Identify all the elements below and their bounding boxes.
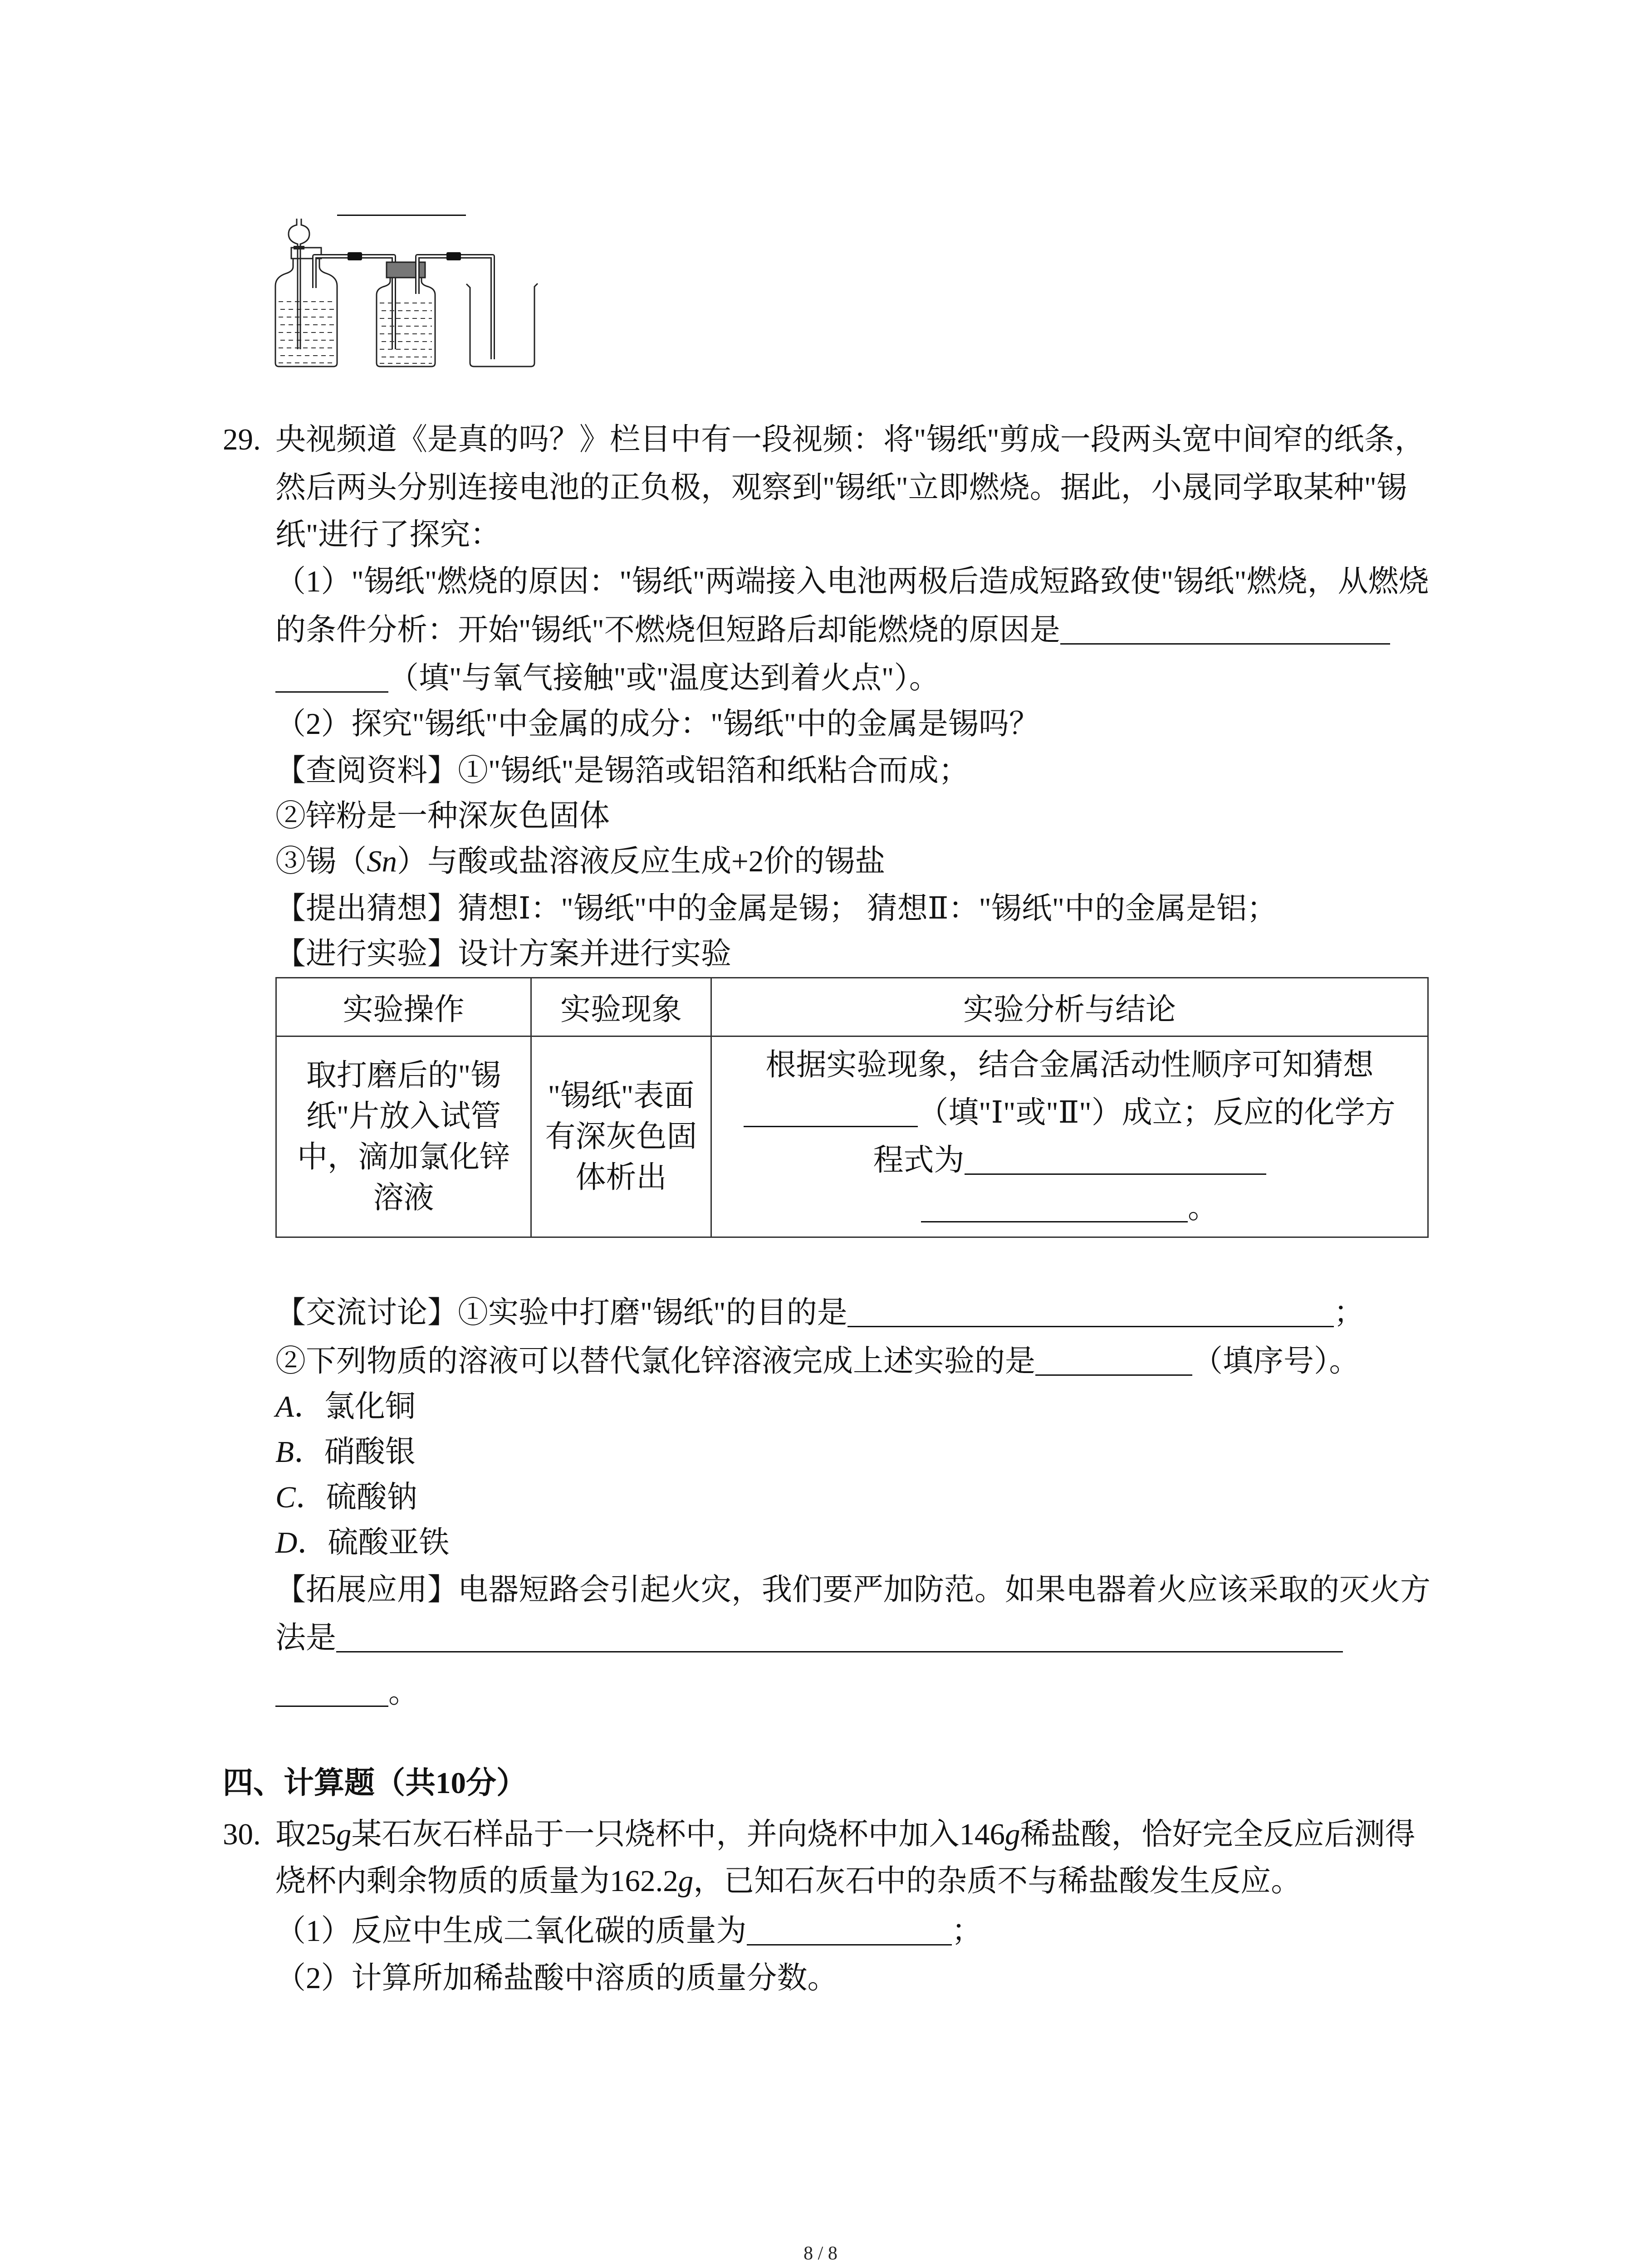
- discussion-text: ；: [1333, 1296, 1364, 1330]
- q30-stem-line-1: [275, 1812, 1416, 1857]
- cell-line: [873, 1137, 1266, 1184]
- q30-stem-line-2: [275, 1858, 1301, 1904]
- q29-application-line-2: [275, 1615, 1343, 1661]
- cell-line: [744, 1089, 1395, 1137]
- unit-g: g: [1005, 1818, 1020, 1851]
- q29-part1-text: 的条件分析：开始"锡纸"不燃烧但短路后却能燃烧的原因是: [275, 613, 1060, 647]
- cell-line: 有深灰色固: [545, 1120, 697, 1154]
- beaker: [466, 284, 538, 367]
- option-a: [275, 1384, 416, 1429]
- q29-discussion-line-2: [275, 1339, 1360, 1384]
- middle-liquid-hatching: [380, 303, 432, 363]
- option-d: [275, 1520, 449, 1565]
- page-number: 8 / 8: [803, 2243, 838, 2264]
- unit-g: g: [336, 1818, 352, 1851]
- q29-info-line-2: ②锌粉是一种深灰色固体: [275, 799, 610, 833]
- header-label: 实验现象: [560, 993, 682, 1026]
- left-liquid-hatching: [279, 302, 334, 363]
- rubber-connector-1: [348, 252, 362, 260]
- stem-text: 烧杯内剩余物质的质量为162.2: [275, 1864, 678, 1898]
- application-text: 。: [388, 1676, 419, 1709]
- stem-text: 稀盐酸，恰好完全反应后测得: [1020, 1818, 1416, 1851]
- discussion-text: ②下列物质的溶液可以替代氯化锌溶液完成上述实验的是: [275, 1344, 1035, 1378]
- application-text: 法是: [275, 1621, 336, 1655]
- q29-info-line-3: [275, 839, 885, 884]
- stem-text: 某石灰石样品于一只烧杯中，并向烧杯中加入146: [351, 1818, 1005, 1851]
- separating-funnel: [289, 219, 309, 349]
- section-title: 四、计算题（共10分）: [223, 1766, 527, 1800]
- q29-number: 29.: [223, 423, 261, 456]
- discussion-text: 【交流讨论】①实验中打磨"锡纸"的目的是: [275, 1296, 847, 1330]
- q29-part1-line-3: [275, 655, 940, 701]
- part-text: （1）反应中生成二氧化碳的质量为: [275, 1914, 747, 1948]
- cell-line: 溶液: [373, 1181, 434, 1215]
- q29-application-line-3: [275, 1670, 419, 1715]
- option-c: [275, 1475, 417, 1520]
- q29-stem-line-2: 然后两头分别连接电池的正负极，观察到"锡纸"立即燃烧。据此，小晟同学取某种"锡: [275, 471, 1407, 504]
- cell-line: 体析出: [575, 1161, 667, 1194]
- tin-symbol: Sn: [367, 845, 397, 878]
- option-letter: C: [275, 1481, 296, 1514]
- stem-text: ，已知石灰石中的杂质不与稀盐酸发生反应。: [693, 1864, 1302, 1898]
- option-text: ．硫酸钠: [295, 1481, 417, 1514]
- q29-discussion-line-1: [275, 1290, 1364, 1335]
- experiment-table: [275, 977, 1429, 1238]
- cell-line: "锡纸"表面: [548, 1079, 695, 1113]
- part-text: ；: [951, 1914, 982, 1948]
- answer-blank: [275, 691, 388, 693]
- answer-blank: [921, 1221, 1188, 1222]
- answer-blank: [1060, 643, 1390, 645]
- cell-line: 中，滴加氯化锌: [297, 1140, 510, 1174]
- rubber-connector-2: [446, 252, 461, 260]
- cell-text: （填"Ⅰ"或"Ⅱ"）成立；反应的化学方: [918, 1096, 1396, 1129]
- apparatus-diagram: [268, 213, 549, 381]
- answer-blank: [1035, 1374, 1192, 1376]
- option-letter: B: [275, 1435, 294, 1469]
- answer-blank: [847, 1325, 1334, 1327]
- cell-line: 根据实验现象，结合金属活动性顺序可知猜想: [765, 1048, 1374, 1082]
- option-text: ．硝酸银: [294, 1435, 416, 1469]
- table-header-operation: [277, 978, 532, 1037]
- q29-application-line-1: 【拓展应用】电器短路会引起火灾，我们要严加防范。如果电器着火应该采取的灭火方: [275, 1573, 1430, 1607]
- funnel-stopcock: [294, 246, 304, 249]
- q29-experiment-intro: 【进行实验】设计方案并进行实验: [275, 937, 731, 971]
- info-text: ）与酸或盐溶液反应生成+2价的锡盐: [397, 845, 886, 878]
- option-letter: A: [275, 1390, 294, 1423]
- table-header-phenomenon: [532, 978, 712, 1037]
- q29-info-line-1: 【查阅资料】①"锡纸"是锡箔或铝箔和纸粘合而成；: [275, 754, 969, 787]
- q29-part2-title: （2）探究"锡纸"中金属的成分："锡纸"中的金属是锡吗？: [275, 707, 1039, 741]
- option-letter: D: [275, 1526, 298, 1559]
- q29-stem-line-3: 纸"进行了探究：: [275, 518, 501, 552]
- cell-line: [921, 1184, 1218, 1232]
- q30-part2: （2）计算所加稀盐酸中溶质的质量分数。: [275, 1961, 838, 1995]
- q29-stem-line-1: 央视频道《是真的吗？》栏目中有一段视频：将"锡纸"剪成一段两头宽中间窄的纸条，: [275, 423, 1425, 456]
- cell-line: 取打磨后的"锡: [306, 1059, 501, 1092]
- stem-text: 取25: [275, 1818, 336, 1851]
- header-label: 实验操作: [343, 993, 465, 1026]
- answer-blank: [275, 1705, 388, 1707]
- q29-part1-line-2: [275, 607, 1390, 653]
- header-label: 实验分析与结论: [963, 993, 1176, 1026]
- cell-line: 纸"片放入试管: [306, 1100, 501, 1133]
- discussion-text: （填序号）。: [1192, 1344, 1360, 1378]
- table-cell-phenomenon: [532, 1037, 712, 1237]
- info-text: ③锡（: [275, 845, 367, 878]
- q29-part1-hint: （填"与氧气接触"或"温度达到着火点"）。: [388, 661, 940, 695]
- option-text: ．氯化铜: [294, 1390, 416, 1423]
- washing-bottle: [377, 277, 435, 367]
- answer-blank: [747, 1944, 952, 1945]
- table-header-analysis: [712, 978, 1427, 1037]
- answer-blank: [965, 1173, 1266, 1175]
- q30-number: 30.: [223, 1818, 261, 1851]
- answer-blank: [336, 1651, 1343, 1652]
- table-cell-analysis: [712, 1037, 1427, 1237]
- q29-hypothesis: 【提出猜想】猜想Ⅰ："锡纸"中的金属是锡； 猜想Ⅱ："锡纸"中的金属是铝；: [275, 892, 1278, 925]
- answer-blank: [744, 1125, 918, 1127]
- table-cell-operation: [277, 1037, 532, 1237]
- gas-generation-bottle: [275, 258, 337, 367]
- option-b: [275, 1429, 416, 1475]
- glass-tube-2: [417, 256, 493, 359]
- q30-part1: [275, 1908, 982, 1954]
- cell-text: 。: [1188, 1191, 1218, 1225]
- option-text: ．硫酸亚铁: [297, 1526, 450, 1559]
- cell-text: 程式为: [873, 1144, 965, 1177]
- unit-g: g: [678, 1864, 694, 1898]
- q29-part1-line-1: （1）"锡纸"燃烧的原因："锡纸"两端接入电池两极后造成短路致使"锡纸"燃烧，从燃烧: [275, 565, 1429, 598]
